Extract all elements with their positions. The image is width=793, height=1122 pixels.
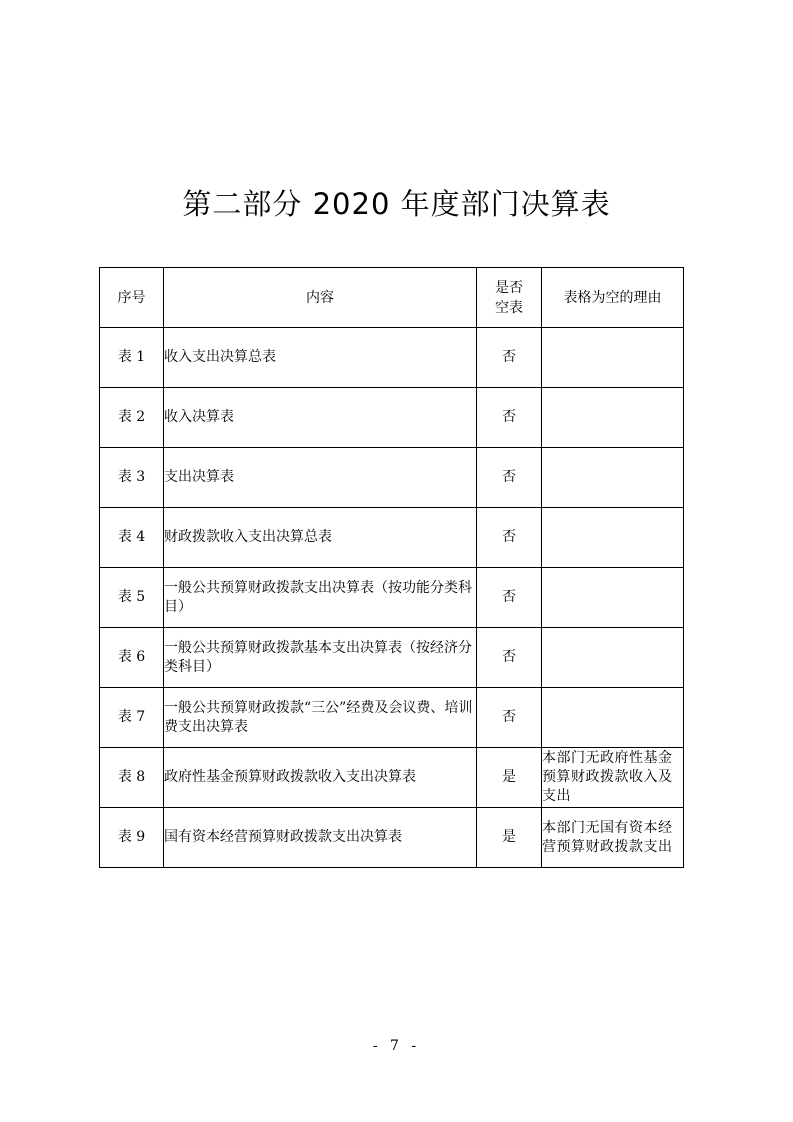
row-content: 收入支出决算总表 <box>164 328 477 388</box>
row-reason: 本部门无政府性基金预算财政拨款收入及支出 <box>542 748 684 808</box>
table-row <box>100 748 684 808</box>
row-no: 表 1 <box>100 328 164 388</box>
row-content: 一般公共预算财政拨款基本支出决算表（按经济分类科目） <box>164 628 477 688</box>
row-content: 支出决算表 <box>164 448 477 508</box>
header-is-empty <box>477 268 542 328</box>
table-row <box>100 628 684 688</box>
row-content: 财政拨款收入支出决算总表 <box>164 508 477 568</box>
row-is-empty: 否 <box>477 448 542 508</box>
row-no: 表 3 <box>100 448 164 508</box>
row-is-empty: 否 <box>477 328 542 388</box>
final-accounts-table <box>99 267 684 868</box>
row-no: 表 4 <box>100 508 164 568</box>
row-no: 表 5 <box>100 568 164 628</box>
table-row <box>100 388 684 448</box>
row-content: 一般公共预算财政拨款“三公”经费及会议费、培训费支出决算表 <box>164 688 477 748</box>
row-is-empty: 否 <box>477 388 542 448</box>
table-row <box>100 688 684 748</box>
table-header-row <box>100 268 684 328</box>
row-no: 表 8 <box>100 748 164 808</box>
row-is-empty: 否 <box>477 508 542 568</box>
row-reason <box>542 388 684 448</box>
row-content: 一般公共预算财政拨款支出决算表（按功能分类科目） <box>164 568 477 628</box>
header-is-empty-line1: 是否 <box>495 279 523 296</box>
header-no: 序号 <box>100 268 164 328</box>
row-is-empty: 否 <box>477 688 542 748</box>
row-reason <box>542 568 684 628</box>
page-number: - 7 - <box>372 1038 421 1054</box>
row-no: 表 9 <box>100 808 164 868</box>
table-row <box>100 328 684 388</box>
table-row <box>100 808 684 868</box>
row-is-empty: 是 <box>477 808 542 868</box>
row-reason <box>542 688 684 748</box>
row-reason <box>542 328 684 388</box>
row-is-empty: 否 <box>477 628 542 688</box>
header-reason: 表格为空的理由 <box>542 268 684 328</box>
row-no: 表 2 <box>100 388 164 448</box>
row-content: 政府性基金预算财政拨款收入支出决算表 <box>164 748 477 808</box>
row-reason <box>542 448 684 508</box>
row-no: 表 7 <box>100 688 164 748</box>
header-is-empty-line2: 空表 <box>495 299 523 316</box>
row-no: 表 6 <box>100 628 164 688</box>
header-content: 内容 <box>164 268 477 328</box>
row-content: 国有资本经营预算财政拨款支出决算表 <box>164 808 477 868</box>
row-reason <box>542 628 684 688</box>
row-is-empty: 是 <box>477 748 542 808</box>
table-row <box>100 568 684 628</box>
page-title: 第二部分 2020 年度部门决算表 <box>182 187 611 221</box>
row-reason <box>542 508 684 568</box>
table-row <box>100 448 684 508</box>
row-is-empty: 否 <box>477 568 542 628</box>
row-content: 收入决算表 <box>164 388 477 448</box>
table-row <box>100 508 684 568</box>
row-reason: 本部门无国有资本经营预算财政拨款支出 <box>542 808 684 868</box>
